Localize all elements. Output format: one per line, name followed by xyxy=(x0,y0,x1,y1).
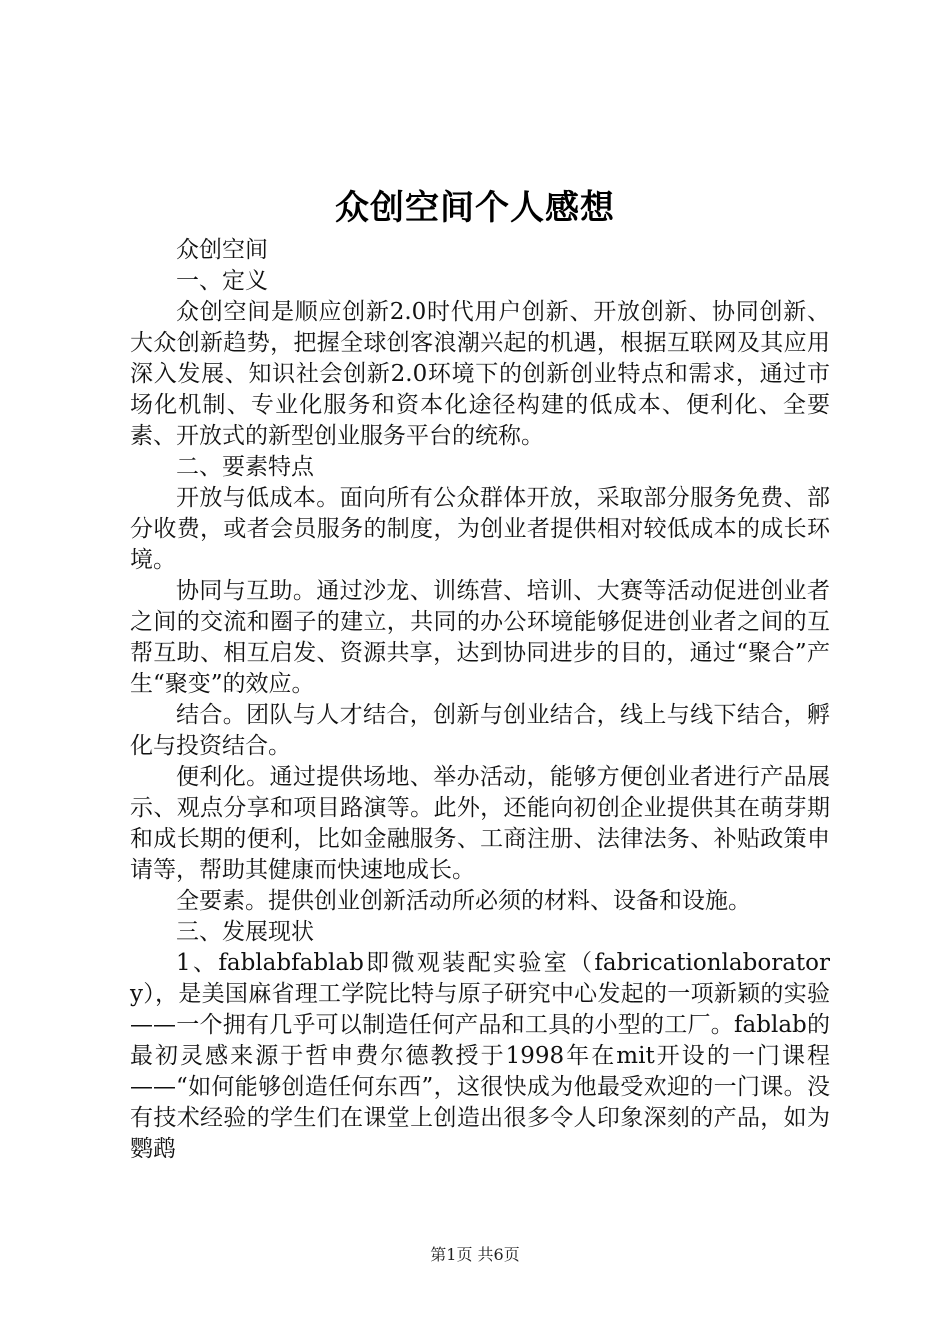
paragraph-definition: 众创空间是顺应创新2.0时代用户创新、开放创新、协同创新、大众创新趋势，把握全球创客浪潮兴起的机遇，根据互联网及其应用深入发展、知识社会创新2.0环境下的创新创业特点和需求，通过市场化机制、专业化服务和资本化途径构建的低成本、便利化、全要素、开放式的新型创业服务平台的统称。 xyxy=(130,299,830,449)
page-footer: 第1页 共6页 xyxy=(430,1245,520,1264)
document-body xyxy=(130,235,830,1165)
section-heading-features: 二、要素特点 xyxy=(176,454,314,480)
paragraph-all-elements: 全要素。提供创业创新活动所必须的材料、设备和设施。 xyxy=(176,888,751,914)
paragraph-convenience: 便利化。通过提供场地、举办活动，能够方便创业者进行产品展示、观点分享和项目路演等。此外，还能向初创企业提供其在萌芽期和成长期的便利，比如金融服务、工商注册、法律法务、补贴政策申请等，帮助其健康而快速地成长。 xyxy=(130,764,830,883)
section-heading: 众创空间 xyxy=(176,237,268,263)
paragraph-combination: 结合。团队与人才结合，创新与创业结合，线上与线下结合，孵化与投资结合。 xyxy=(130,702,830,759)
section-heading-definition: 一、定义 xyxy=(176,268,268,294)
paragraph-open-low-cost: 开放与低成本。面向所有公众群体开放，采取部分服务免费、部分收费，或者会员服务的制度，为创业者提供相对较低成本的成长环境。 xyxy=(130,485,830,573)
section-heading-status: 三、发展现状 xyxy=(176,919,314,945)
paragraph-collaboration: 协同与互助。通过沙龙、训练营、培训、大赛等活动促进创业者之间的交流和圈子的建立，共同的办公环境能够促进创业者之间的互帮互助、相互启发、资源共享，达到协同进步的目的，通过“聚合”产生“聚变”的效应。 xyxy=(130,578,830,697)
document-title: 众创空间个人感想 xyxy=(335,188,615,228)
paragraph-fablab: 1、fablabfablab即微观装配实验室（fabricationlaboratory），是美国麻省理工学院比特与原子研究中心发起的一项新颖的实验——一个拥有几乎可以制造任何产品和工具的小型的工厂。fablab的最初灵感来源于哲申费尔德教授于1998年在mit开设的一门课程——“如何能够创造任何东西”，这很快成为他最受欢迎的一门课。没有技术经验的学生们在课堂上创造出很多令人印象深刻的产品，如为鹦鹉 xyxy=(130,950,830,1162)
